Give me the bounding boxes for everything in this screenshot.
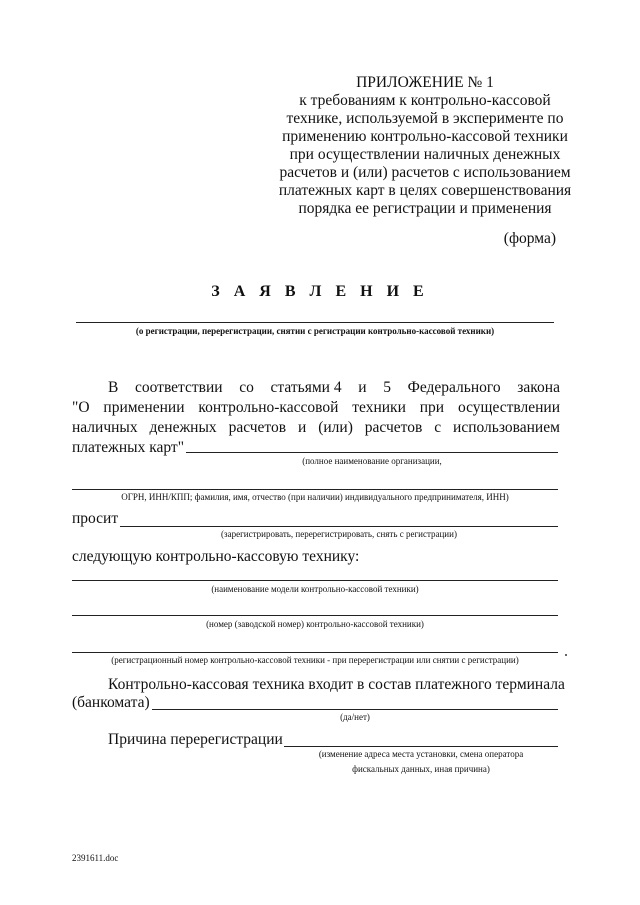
asks-label: просит [72,510,119,527]
model-field[interactable] [72,580,558,581]
model-caption: (наименование модели контрольно-кассовой техники) [211,584,419,594]
stray-dot [565,654,567,656]
action-field[interactable] [120,526,558,527]
registration-number-caption: (регистрационный номер контрольно-кассовой техники - при перерегистрации или снятии с регистрации) [111,655,519,665]
serial-number-caption: (номер (заводской номер) контрольно-кассовой техники) [206,619,424,629]
yes-no-field[interactable] [152,709,558,710]
appendix-heading [270,74,580,218]
appendix-line: расчетов и (или) расчетов с использованием [279,164,571,181]
reason-caption-1: (изменение адреса места установки, смена оператора [318,749,524,759]
appendix-line: технике, используемой в эксперименте по [286,110,564,127]
title-caption: (о регистрации, перерегистрации, снятии с регистрации контрольно-кассовой техники) [135,326,495,336]
ogrn-field[interactable] [72,489,558,490]
document-title: З А Я В Л Е Н И Е [211,283,429,300]
appendix-line: к требованиям к контрольно-кассовой [299,92,551,109]
main-paragraph [72,378,560,458]
appendix-line: порядка ее регистрации и применения [298,200,552,217]
registration-number-field[interactable] [72,652,558,653]
org-name-field[interactable] [186,452,558,453]
ogrn-caption: ОГРН, ИНН/КПП; фамилия, имя, отчество (при наличии) индивидуального предпринимателя, ИНН) [121,492,509,502]
appendix-line: платежных карт в целях совершенствования [278,182,572,199]
following-label: следующую контрольно-кассовую технику: [72,548,360,565]
serial-number-field[interactable] [72,615,558,616]
appendix-line: при осуществлении наличных денежных [289,146,561,163]
file-name-footer: 2391611.doc [72,853,119,863]
reason-caption-2: фискальных данных, иная причина) [352,764,490,774]
paragraph-row: платежных карт" [72,439,185,456]
title-underline [76,322,554,323]
paragraph-row: "О применении контрольно-кассовой техники при осуществлении [72,399,560,416]
terminal-label-cont: (банкомата) [72,694,150,711]
reason-label: Причина перерегистрации [108,731,283,748]
yes-no-caption: (да/нет) [340,712,370,722]
reason-field[interactable] [284,746,558,747]
appendix-title: ПРИЛОЖЕНИЕ № 1 [356,74,494,91]
paragraph-row: наличных денежных расчетов и (или) расчетов с использованием [72,419,560,436]
paragraph-row: В соответствии со статьями 4 и 5 Федерального закона [108,379,560,396]
org-name-caption: (полное наименование организации, [302,456,442,466]
form-label: (форма) [503,230,556,247]
terminal-label: Контрольно-кассовая техника входит в состав платежного терминала [108,676,565,693]
action-caption: (зарегистрировать, перерегистрировать, снять с регистрации) [221,529,457,539]
appendix-line: применению контрольно-кассовой техники [282,128,568,145]
